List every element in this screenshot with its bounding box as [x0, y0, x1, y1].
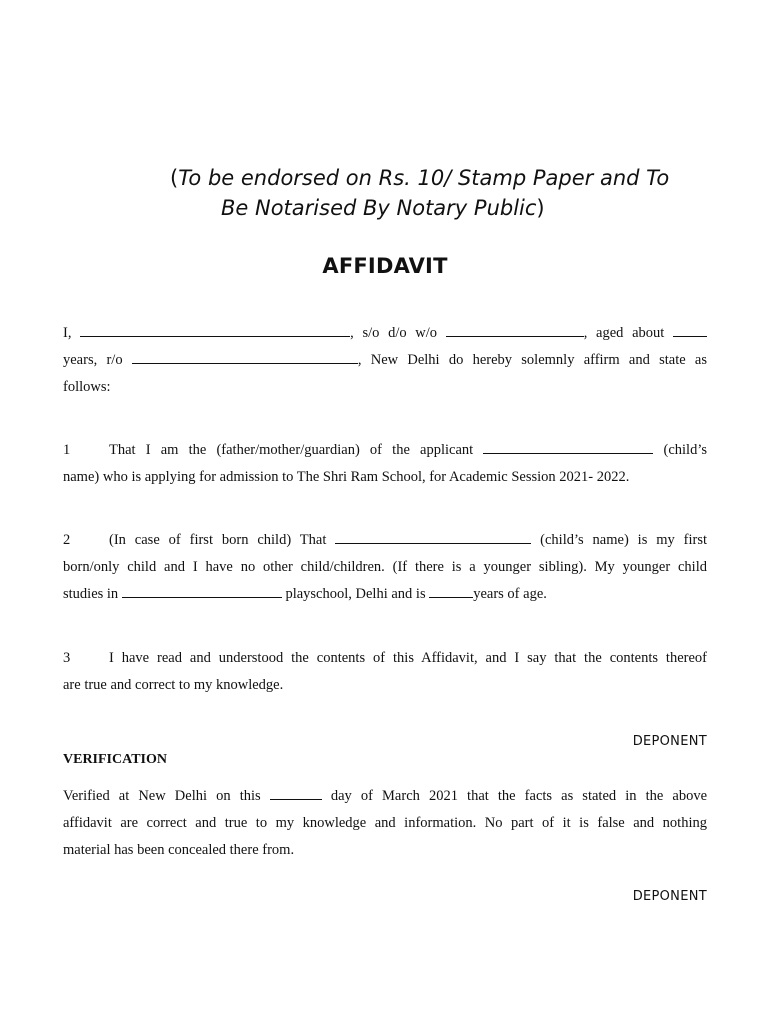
verification-line-1: Verified at New Delhi on this day of March 2021 that the facts as stated in the above — [63, 788, 708, 804]
clause-1 — [63, 437, 707, 491]
instruction-text-2: Be Notarised By Notary Public — [221, 196, 537, 220]
age-blank[interactable] — [673, 324, 707, 337]
instruction-text-1: To be endorsed on Rs. 10/ Stamp Paper and To — [178, 166, 670, 190]
clause-number: 2 — [63, 532, 71, 548]
document-title: AFFIDAVIT — [322, 254, 448, 278]
intro-line-2: years, r/o , New Delhi do hereby solemnly affirm and state as — [63, 352, 708, 368]
address-blank[interactable] — [132, 351, 358, 364]
child-name-blank[interactable] — [483, 441, 653, 454]
verification-line-2: affidavit are correct and true to my knowledge and information. No part of it is false and nothing — [63, 815, 707, 831]
verification-paragraph — [63, 783, 707, 864]
close-paren: ) — [536, 196, 545, 220]
clause-1-line-2: name) who is applying for admission to The Shri Ram School, for Academic Session 2021- 2022. — [63, 469, 630, 485]
intro-line-1: I, , s/o d/o w/o , aged about — [63, 320, 707, 347]
first-child-name-blank[interactable] — [335, 531, 531, 544]
name-blank[interactable] — [80, 324, 350, 337]
clause-2 — [63, 527, 707, 608]
intro-paragraph — [63, 320, 707, 401]
stamp-paper-instruction-line1 — [170, 166, 669, 190]
deponent-label-1: DEPONENT — [632, 734, 707, 749]
clause-1-line-1: 1 That I am the (father/mother/guardian) of the applicant (child’s — [63, 437, 707, 464]
clause-3 — [63, 645, 707, 699]
clause-2-line-2: born/only child and I have no other child/children. (If there is a younger sibling). My younger child — [63, 559, 707, 575]
verification-day-blank[interactable] — [270, 787, 322, 800]
stamp-paper-instruction-line2 — [221, 196, 545, 220]
clause-2-line-1: 2 (In case of first born child) That (child’s name) is my first — [63, 527, 707, 554]
verification-line-3: material has been concealed there from. — [63, 842, 295, 858]
open-paren: ( — [170, 166, 179, 190]
deponent-label-2: DEPONENT — [632, 889, 707, 904]
clause-3-line-2: are true and correct to my knowledge. — [63, 677, 284, 693]
parent-name-blank[interactable] — [446, 324, 584, 337]
clause-number: 1 — [63, 442, 71, 458]
clause-number: 3 — [63, 650, 71, 666]
sibling-age-blank[interactable] — [429, 585, 473, 598]
clause-3-line-1: 3 I have read and understood the contents of this Affidavit, and I say that the contents thereof — [63, 645, 707, 672]
verification-heading: VERIFICATION — [63, 752, 167, 767]
clause-2-line-3: studies in playschool, Delhi and is years of age. — [63, 586, 547, 602]
playschool-blank[interactable] — [122, 585, 282, 598]
intro-line-3: follows: — [63, 379, 111, 395]
